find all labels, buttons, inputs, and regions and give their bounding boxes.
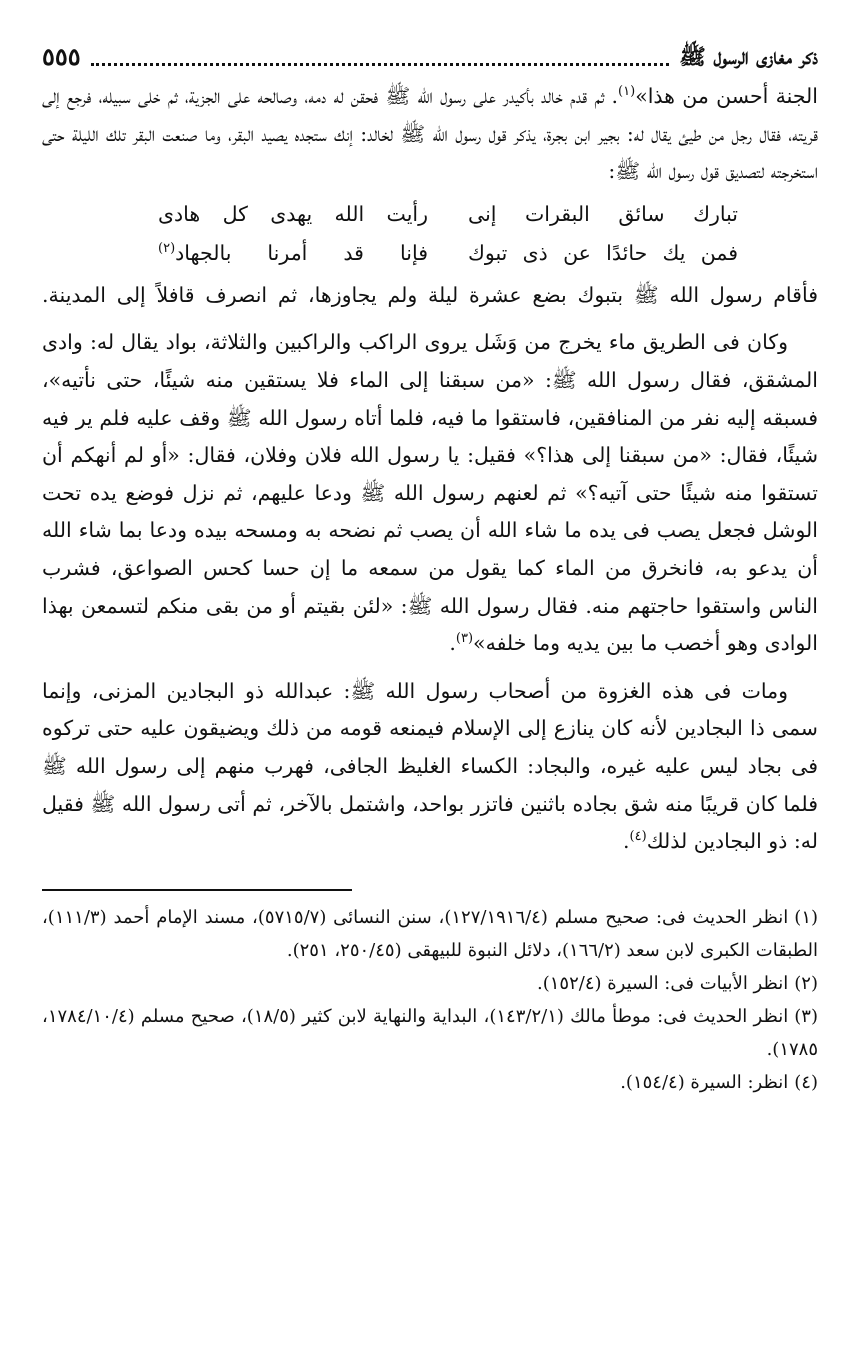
book-page <box>42 36 818 1346</box>
poem-line-2-second-hemistich-wrap <box>158 234 428 273</box>
footnote-ref-2: (٢) <box>158 240 176 256</box>
footnote-4 <box>42 1066 818 1099</box>
main-text <box>42 78 818 861</box>
footnote-ref-1: (١) <box>618 84 636 100</box>
footnote-4-text: انظر: السيرة (١٥٤/٤). <box>620 1071 789 1093</box>
footnote-2-text: انظر الأبيات فى: السيرة (١٥٢/٤). <box>537 972 789 994</box>
footnote-4-number: (٤) <box>794 1071 818 1093</box>
footnote-2-number: (٢) <box>794 972 818 994</box>
poem-line-2-second-hemistich: فإنا قد أمرنا بالجهاد <box>175 240 428 265</box>
poem-verses <box>42 195 818 273</box>
footnote-1-number: (١) <box>794 906 819 928</box>
paragraph-4 <box>42 673 818 861</box>
paragraph-1-text-b: . ثم قدم خالد بأكيدر على رسول الله ﷺ فحقن له دمه، وصالحه على الجزية، ثم خلى سبيله، فرجع إلى قريته، فقال رجل من طيئ يقال له: بجير ابن بجرة، يذكر قول رسول الله ﷺ لخالد: إنك ستجده يصيد البقر، وما صنعت البقر تلك الليلة حتى استخرجته لتصديق قول رسول الله ﷺ: <box>42 84 818 184</box>
paragraph-1 <box>42 78 818 191</box>
paragraph-3-text-a: وكان فى الطريق ماء يخرج من وَشَل يروى الراكب والراكبين والثلاثة، بواد يقال له: وادى المشقق، فقال رسول الله ﷺ: «من سبقنا إلى الماء فلا يستقين منه شيئًا، حتى نأتيه»، فسبقه إليه نفر من المنافقين، فاستقوا ما فيه، فلما أتاه رسول الله ﷺ وقف عليه فلم ير فيه شيئًا، فقال: «من سبقنا إلى هذا؟» فقيل: يا رسول الله فلان وفلان، فقال: «أو لم أنهكم أن تستقوا منه شيئًا حتى آتيه؟» ثم لعنهم رسول الله ﷺ ودعا عليهم، ثم نزل فوضع يده تحت الوشل فجعل يصب فى يده ما شاء الله أن يصب ثم نضحه به ومسحه بيده ودعا بما شاء الله أن يدعو به، فانخرق من الماء كما يقول من سمعه ما إن حسا كحس الصواعق، فشرب الناس واستقوا حاجتهم منه. فقال رسول الله ﷺ: «لئن بقيتم أو من بقى منكم لتسمعن بهذا الوادى وهو أخصب ما بين يديه وما خلفه» <box>42 330 818 656</box>
paragraph-4-text-a: ومات فى هذه الغزوة من أصحاب رسول الله ﷺ: عبدالله ذو البجادين المزنى، وإنما سمى ذا البجادين لأنه كان ينازع إلى الإسلام فيمنعه قومه من ذلك ويضيقون عليه حتى تركوه فى بجاد ليس عليه غيره، والبجاد: الكساء الغليظ الجافى، فهرب منهم إلى رسول الله ﷺ فلما كان قريبًا منه شق بجاده باثنين فاتزر بواحد، واشتمل بالآخر، ثم أتى رسول الله ﷺ فقيل له: ذو البجادين لذلك <box>42 678 818 854</box>
running-head <box>42 36 818 78</box>
poem-line-2 <box>42 234 738 273</box>
paragraph-3 <box>42 324 818 662</box>
poem-line-1 <box>42 195 738 234</box>
footnotes <box>42 901 818 1099</box>
footnote-3-text: انظر الحديث فى: موطأ مالك (١٤٣/٢/١)، البداية والنهاية لابن كثير (١٨/٥)، صحيح مسلم (١٧٨٤/١٠/٤، ١٧٨٥). <box>42 1005 818 1060</box>
footnote-1-text: انظر الحديث فى: صحيح مسلم (١٢٧/١٩١٦/٤)، سنن النسائى (٥٧١٥/٧)، مسند الإمام أحمد (١١١/٣)، الطبقات الكبرى لابن سعد (١٦٦/٢)، دلائل النبوة للبيهقى (٢٥٠/٤٥، ٢٥١). <box>42 906 818 961</box>
footnote-ref-4: (٤) <box>629 829 647 845</box>
paragraph-1-text-a: الجنة أحسن من هذا» <box>635 84 818 108</box>
poem-line-1-first-hemistich: تبارك سائق البقرات إنى <box>468 201 738 226</box>
running-head-title-group <box>81 36 818 78</box>
poem-line-1-second-hemistich: رأيت الله يهدى كل هادى <box>158 201 428 226</box>
footnote-1 <box>42 901 818 967</box>
footnote-3 <box>42 1000 818 1066</box>
footnote-ref-3: (٣) <box>455 631 474 647</box>
paragraph-3-text-b: . <box>449 631 456 656</box>
footnote-3-number: (٣) <box>794 1005 818 1027</box>
paragraph-4-text-b: . <box>623 829 630 854</box>
footnote-separator-rule <box>42 889 352 891</box>
running-head-dot-leader <box>91 63 670 66</box>
poem-line-2-first-hemistich: فمن يك حائدًا عن ذى تبوك <box>468 240 738 265</box>
paragraph-2: فأقام رسول الله ﷺ بتبوك بضع عشرة ليلة ولم يجاوزها، ثم انصرف قافلاً إلى المدينة. <box>42 282 818 307</box>
page-number: ٥٥٥ <box>42 42 81 71</box>
footnote-2 <box>42 967 818 1000</box>
running-head-title: ذكر مغازى الرسول ﷺ <box>679 44 818 70</box>
